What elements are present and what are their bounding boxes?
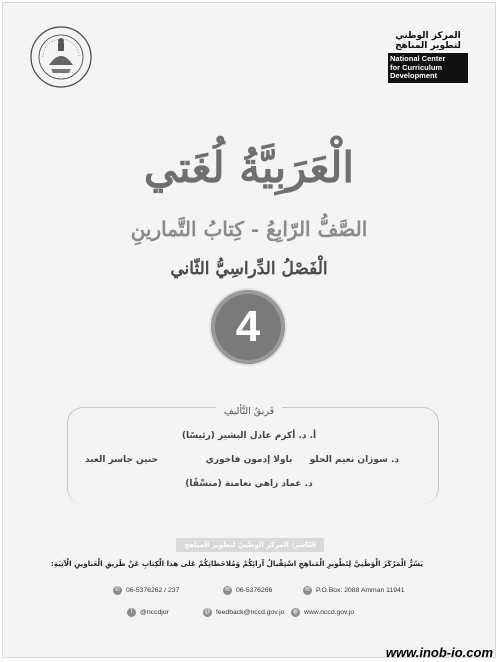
nccd-arabic-name: المركز الوطني لتطوير المناهج <box>395 31 461 51</box>
book-cover-page <box>2 2 496 658</box>
email-icon: @ <box>204 609 211 615</box>
feedback-notice: يَسُرُّ الْمَرْكَزَ الْوَطَنِيَّ لِتَطْويرِ الْمَناهِجِ اسْتِقْبالُ آرائِكُمْ وَمُلاحَظاتِكُمْ عَلى هذا الْكِتابِ عَنْ طَريقِ الْعَناوينِ الْآتِيَةِ: <box>50 559 423 568</box>
phone-number: 06-5376262 / 237 <box>126 587 180 594</box>
facebook-handle: @nccdjor <box>140 609 169 616</box>
website-url: www.nccd.gov.jo <box>304 609 355 616</box>
jordan-ministry-emblem-icon <box>29 25 93 89</box>
semester-label: الْفَصْلُ الدِّراسِيُّ الثّاني <box>170 259 328 279</box>
author-name: حنين جاسر العبد <box>85 455 158 465</box>
fax-icon: ✉ <box>224 587 231 593</box>
authoring-team-label: فَريقُ التَّأليفِ <box>216 406 282 417</box>
author-name: باولا إدمون فاخوري <box>205 455 293 465</box>
authoring-team-heading <box>3 399 495 418</box>
pobox-contact <box>303 586 405 595</box>
fax-number: 06-5376266 <box>236 587 273 594</box>
lead-author: أ. د. أكرم عادل البشير (رئيسًا) <box>181 431 317 441</box>
book-title: الْعَرَبِيَّةُ لُغَتي <box>143 143 355 192</box>
nccd-logo <box>385 31 471 83</box>
coordinator-author: د. عماد زاهي نعامنة (منسِّقًا) <box>185 479 313 489</box>
website-contact <box>291 608 354 617</box>
email-contact <box>203 608 284 617</box>
mailbox-icon: ✉ <box>304 587 311 593</box>
book-subtitle: الصَّفُّ الرّابِعُ - كِتابُ التَّمارينِ <box>130 217 368 241</box>
globe-icon: ◍ <box>292 609 299 615</box>
nccd-english-line: Development <box>390 71 438 80</box>
grade-number-badge: 4 <box>211 290 285 364</box>
author-name: د. سوزان نعيم الحلو <box>309 455 399 465</box>
phone-contact <box>113 586 179 595</box>
phone-icon: ✆ <box>114 587 121 593</box>
facebook-icon: f <box>127 608 136 617</box>
email-address: feedback@nccd.gov.jo <box>216 609 285 616</box>
site-watermark: www.inob-io.com <box>385 645 493 660</box>
publisher-label: النّاشر: المركز الوطنيّ لتطوير المناهج <box>176 538 324 552</box>
pobox-address: P.O.Box: 2088 Amman 11941 <box>316 587 405 594</box>
nccd-english-line: for Curriculum <box>390 62 443 72</box>
fax-contact <box>223 586 272 595</box>
nccd-english-name-box <box>388 53 468 83</box>
nccd-english-line: National Center <box>390 54 446 63</box>
facebook-contact <box>127 608 169 617</box>
